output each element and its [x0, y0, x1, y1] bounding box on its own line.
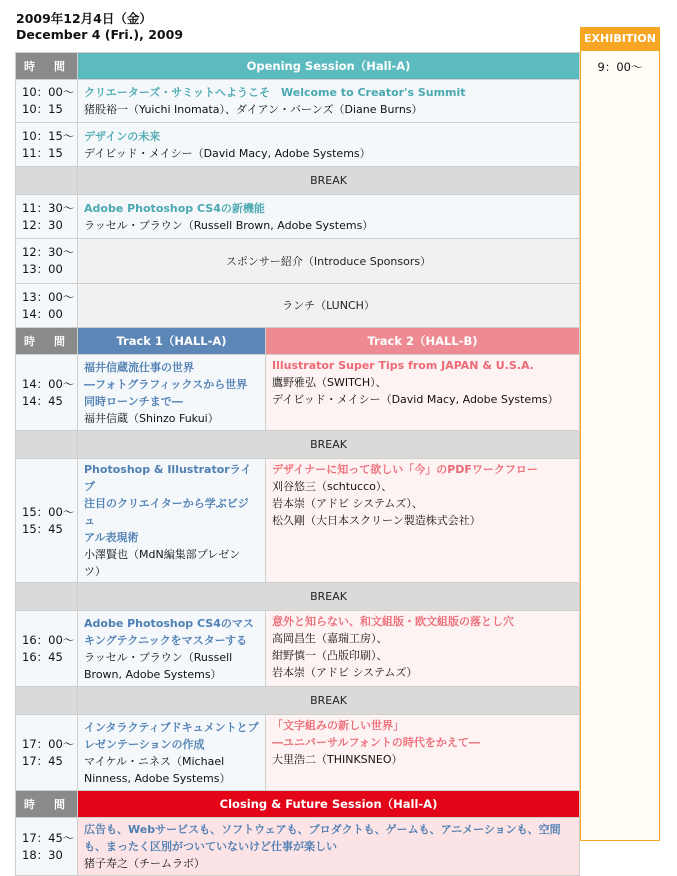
time-cell: 16：00〜 16：45: [16, 611, 78, 687]
session-title: 「文字組みの新しい世界」 ―ユニバーサルフォントの時代をかえて―: [272, 719, 480, 749]
track-row: [16, 715, 580, 791]
exhibition-header: EXHIBITION: [580, 27, 660, 51]
session-speaker: 高岡昌生（嘉瑞工房）、 紺野慎一（凸版印刷）、 岩本崇（アドビ システムズ）: [272, 632, 418, 679]
session-cell: [78, 195, 580, 239]
session-row: [16, 195, 580, 239]
session-title: 意外と知らない、和文組版・欧文組版の落とし穴: [272, 615, 514, 628]
closing-header-row: [16, 791, 580, 818]
session-speaker: ラッセル・ブラウン（Russell Brown, Adobe Systems）: [84, 650, 233, 681]
exhibition-column: [580, 51, 660, 841]
session-speaker: 福井信蔵（Shinzo Fukui）: [84, 411, 219, 425]
opening-session-header: Opening Session（Hall-A): [78, 53, 580, 80]
session-speaker: 鷹野雅弘（SWITCH）、 デイビッド・メイシー（David Macy, Adobe Systems）: [272, 376, 559, 406]
date-jp: 2009年12月4日（金）: [16, 11, 152, 26]
session-speaker: 猪子寿之（チームラボ）: [84, 857, 205, 870]
track1-session: [78, 611, 266, 687]
track-row: [16, 611, 580, 687]
session-title: Adobe Photoshop CS4のマス キングテクニックをマスターする: [84, 616, 254, 647]
break-label: BREAK: [78, 431, 580, 459]
sponsor-label: スポンサー紹介（Introduce Sponsors）: [78, 239, 580, 284]
schedule-table: [15, 52, 580, 876]
time-cell: 10：00〜 10：15: [16, 80, 78, 123]
time-cell: 15：00〜 15：45: [16, 459, 78, 583]
session-speaker: マイケル・ニネス（Michael Ninness, Adobe Systems）: [84, 754, 231, 785]
session-title: Photoshop & Illustratorライブ 注目のクリエイターから学ぶビジュ アル表現術: [84, 463, 252, 544]
date-en: December 4 (Fri.), 2009: [16, 27, 184, 42]
track1-session: [78, 355, 266, 431]
closing-session-header: Closing & Future Session（Hall-A): [78, 791, 580, 818]
time-header: 時 間: [16, 53, 78, 80]
session-title: Adobe Photoshop CS4の新機能: [84, 201, 265, 215]
track-header-row: [16, 328, 580, 355]
session-title: 広告も、Webサービスも、ソフトウェアも、プロダクトも、ゲームも、アニメーションも、空間 も、まったく区別がついていないけど仕事が楽しい: [84, 823, 561, 853]
break-row: [16, 431, 580, 459]
session-title: インタラクティブドキュメントとプ レゼンテーションの作成: [84, 720, 259, 751]
break-label: BREAK: [78, 583, 580, 611]
session-speaker: 小澤賢也（MdN編集部プレゼン ツ）: [84, 548, 241, 578]
session-title: 福井信蔵流仕事の世界 ―フォトグラフィックスから世界 同時ローンチまで―: [84, 360, 248, 408]
track2-session: [266, 355, 580, 431]
session-speaker: 刈谷悠三（schtucco）、 岩本崇（アドビ システムズ）、 松久剛（大日本スクリーン製造株式会社）: [272, 480, 481, 527]
track1-session: [78, 459, 266, 583]
track2-session: [266, 611, 580, 687]
session-cell: [78, 123, 580, 167]
time-header: 時 間: [16, 791, 78, 818]
event-date: [16, 11, 183, 43]
break-label: BREAK: [78, 687, 580, 715]
session-title: Illustrator Super Tips from JAPAN & U.S.A.: [272, 359, 534, 372]
lunch-label: ランチ（LUNCH）: [78, 284, 580, 328]
time-cell: 17：45〜 18：30: [16, 818, 78, 876]
session-title: デザインの未来: [84, 129, 161, 143]
exhibition-time: 9：00〜: [597, 60, 643, 74]
session-speaker: ラッセル・ブラウン（Russell Brown, Adobe Systems）: [84, 218, 374, 232]
time-cell: 14：00〜 14：45: [16, 355, 78, 431]
session-speaker: 猪股裕一（Yuichi Inomata）、ダイアン・バーンズ（Diane Burns）: [84, 103, 423, 116]
time-cell: 13：00〜 14：00: [16, 284, 78, 328]
time-cell: 11：30〜 12：30: [16, 195, 78, 239]
track-row: [16, 459, 580, 583]
break-row: [16, 687, 580, 715]
lunch-row: [16, 284, 580, 328]
opening-header-row: [16, 53, 580, 80]
time-cell: 10：15〜 11：15: [16, 123, 78, 167]
track2-session: [266, 459, 580, 583]
time-header: 時 間: [16, 328, 78, 355]
session-row: [16, 80, 580, 123]
sponsor-row: [16, 239, 580, 284]
session-title: クリエーターズ・サミットへようこそ Welcome to Creator's Summit: [84, 86, 466, 99]
session-speaker: デイビッド・メイシー（David Macy, Adobe Systems）: [84, 146, 371, 160]
session-row: [16, 123, 580, 167]
time-cell: 17：00〜 17：45: [16, 715, 78, 791]
track2-session: [266, 715, 580, 791]
track1-header: Track 1（HALL-A): [78, 328, 266, 355]
session-cell: [78, 818, 580, 876]
track1-session: [78, 715, 266, 791]
session-title: デザイナーに知って欲しい「今」のPDFワークフロー: [272, 463, 538, 476]
track-row: [16, 355, 580, 431]
track2-header: Track 2（HALL-B): [266, 328, 580, 355]
session-cell: [78, 80, 580, 123]
session-speaker: 大里浩二（THINKSNEO）: [272, 753, 403, 766]
break-row: [16, 583, 580, 611]
break-row: [16, 167, 580, 195]
time-cell: 12：30〜 13：00: [16, 239, 78, 284]
break-label: BREAK: [78, 167, 580, 195]
session-row: [16, 818, 580, 876]
